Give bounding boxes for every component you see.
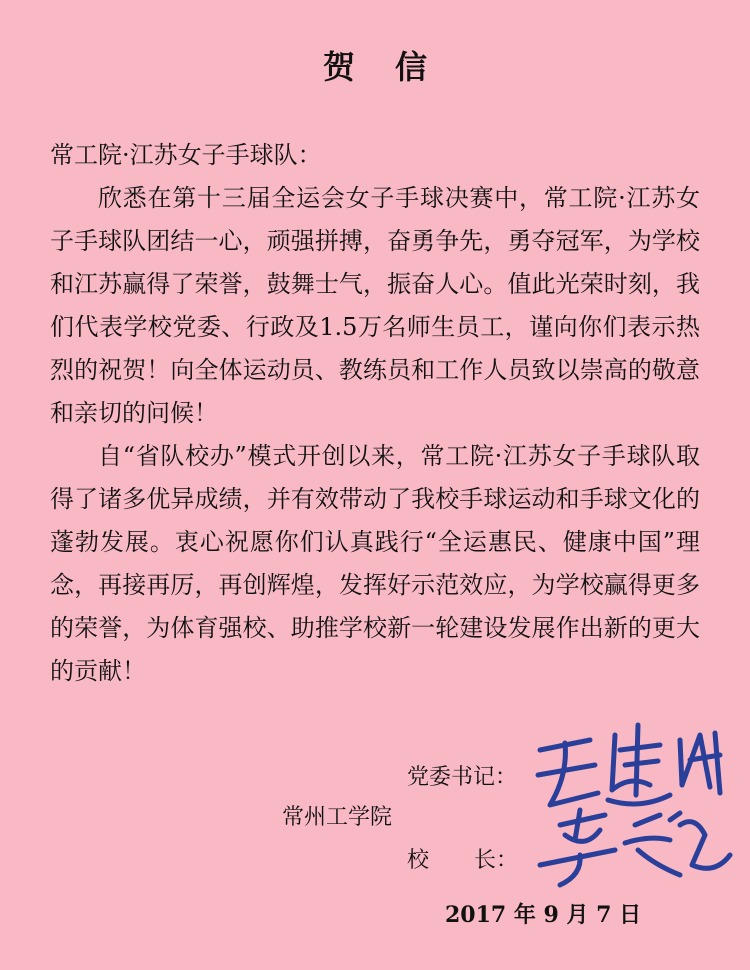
signature-stroke: [608, 795, 670, 804]
institution-name: 常州工学院: [282, 805, 393, 830]
letter-body: [50, 134, 700, 693]
secretary-label: 党委书记：: [407, 765, 518, 790]
letter-date: 2017 年 9 月 7 日: [445, 902, 642, 928]
salutation: 常工院·江苏女子手球队：: [50, 141, 322, 169]
signature-stroke: [540, 850, 615, 885]
president-label-a: 校: [407, 848, 430, 873]
signature-stroke: [680, 733, 720, 793]
signature-stroke: [625, 815, 680, 875]
letter-title: 贺信: [322, 48, 467, 86]
signature-stroke: [560, 810, 605, 841]
paragraph-1: 欣悉在第十三届全运会女子手球决赛中，常工院·江苏女子手球队团结一心，顽强拼搏，奋勇争先，勇夺冠军，为学校和江苏赢得了荣誉，鼓舞士气，振奋人心。值此光荣时刻，我们代表学校党委、行政及1.5万名师生员工，谨向你们表示热烈的祝贺！向全体运动员、教练员和工作人员致以崇高的敬意和亲切的问候！: [50, 184, 700, 427]
president-label-b: 长：: [474, 848, 519, 873]
paragraph-2: 自“省队校办”模式开创以来，常工院·江苏女子手球队取得了诸多优异成绩，并有效带动了我校手球运动和手球文化的蓬勃发展。衷心祝愿你们认真践行“全运惠民、健康中国”理念，再接再厉，再创辉煌，发挥好示范效应，为学校赢得更多的荣誉，为体育强校、助推学校新一轮建设发展作出新的更大的贡献！: [50, 442, 700, 685]
signature-stroke: [670, 813, 730, 868]
handwritten-signatures: [520, 715, 740, 890]
president-label: [407, 843, 518, 874]
